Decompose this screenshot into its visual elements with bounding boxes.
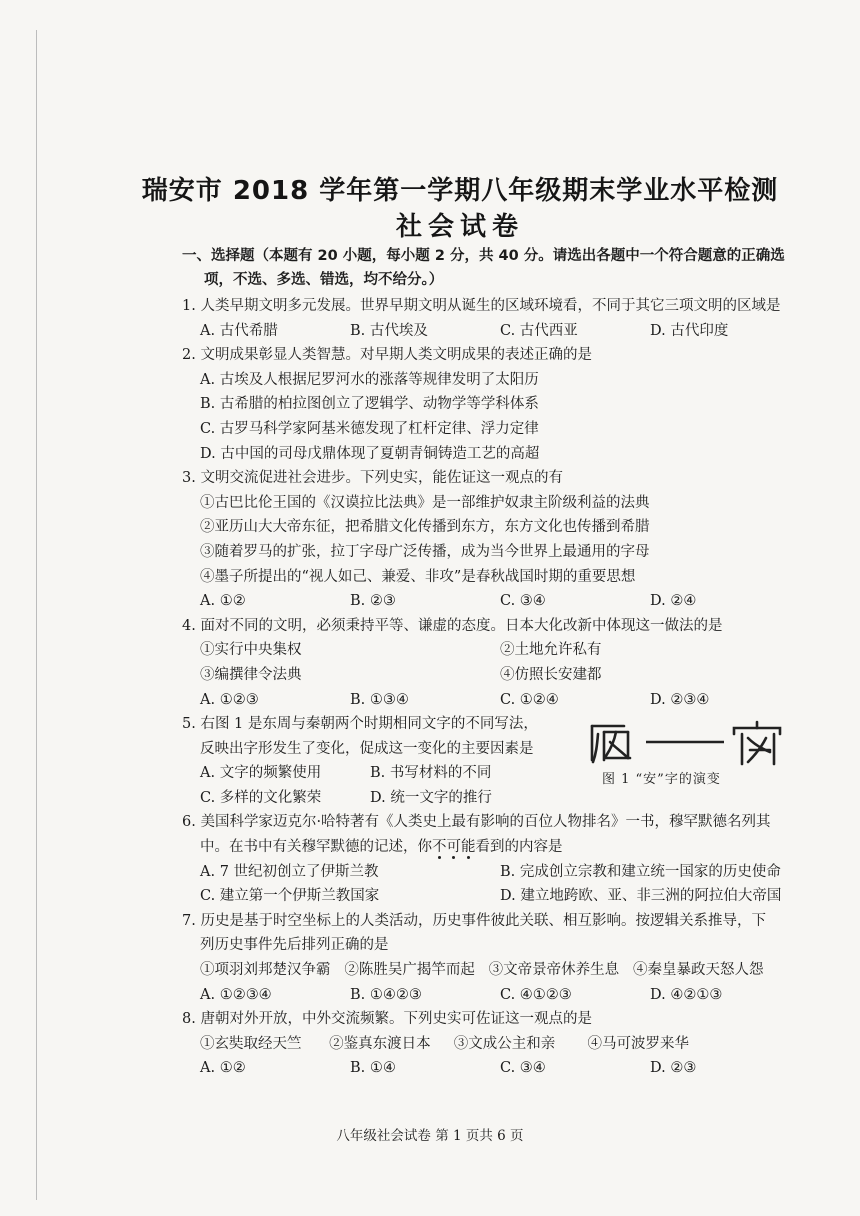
section-heading — [182, 244, 800, 292]
question-7 — [182, 909, 800, 1007]
option-d: D. ②④ — [650, 593, 697, 610]
stem-part-a: 中。在书中有关穆罕默德的记述，你 — [200, 839, 432, 856]
option-d: D. ②③ — [650, 1060, 697, 1077]
options-row-1 — [182, 860, 800, 885]
statements-line: ①项羽刘邦楚汉争霸 ②陈胜吴广揭竿而起 ③文帝景帝休养生息 ④秦皇暴政天怒人怨 — [200, 962, 764, 979]
statement-2: ②亚历山大大帝东征，把希腊文化传播到东方，东方文化也传播到希腊 — [200, 519, 650, 536]
option-a: A. ①② — [200, 1060, 246, 1077]
question-stem: 4. 面对不同的文明，必须秉持平等、谦虚的态度。日本大化改新中体现这一做法的是 — [182, 617, 723, 634]
emphasis-char: 能 — [461, 839, 476, 856]
options-row — [182, 319, 800, 344]
statements-line: ①玄奘取经天竺 ②鉴真东渡日本 ③文成公主和亲 ④马可波罗来华 — [200, 1035, 689, 1052]
question-stem-cont — [182, 835, 800, 860]
option-a: A. 7 世纪初创立了伊斯兰教 — [200, 863, 379, 880]
question-5-text — [182, 712, 572, 810]
options-row — [182, 1056, 800, 1081]
statement-4: ④墨子所提出的“视人如己、兼爱、非攻”是春秋战国时期的重要思想 — [200, 568, 636, 585]
options-row — [182, 983, 800, 1008]
emphasis-dotted-text — [432, 839, 476, 855]
option-b: B. ②③ — [350, 593, 396, 610]
statement-3: ③随着罗马的扩张，拉丁字母广泛传播，成为当今世界上最通用的字母 — [200, 543, 650, 560]
question-stem: 6. 美国科学家迈克尔·哈特著有《人类史上最有影响的百位人物排名》一书，穆罕默德名列其 — [182, 814, 771, 831]
option-c: C. ③④ — [500, 593, 546, 610]
question-stem: 5. 右图 1 是东周与秦朝两个时期相同文字的不同写法， — [182, 716, 538, 733]
option-c: C. 建立第一个伊斯兰教国家 — [200, 888, 380, 905]
option-c: C. 古罗马科学家阿基米德发现了杠杆定律、浮力定律 — [200, 420, 539, 437]
question-8 — [182, 1007, 800, 1081]
statement-1: ①古巴比伦王国的《汉谟拉比法典》是一部维护奴隶主阶级利益的法典 — [200, 494, 650, 511]
option-b: B. 书写材料的不同 — [370, 765, 492, 782]
options-row-2 — [182, 884, 800, 909]
question-stem: 7. 历史是基于时空坐标上的人类活动，历史事件彼此关联、相互影响。按逻辑关系推导，下 — [182, 912, 766, 929]
option-b: B. ①③④ — [350, 691, 409, 708]
question-5 — [182, 712, 800, 810]
section-heading-line1: 一、选择题（本题有 20 小题，每小题 2 分，共 40 分。请选出各题中一个符合题意的正确选 — [182, 248, 785, 264]
exam-title: 瑞安市 2018 学年第一学期八年级期末学业水平检测 — [141, 176, 779, 206]
statements-row-1 — [182, 638, 800, 663]
statements-row-2 — [182, 663, 800, 688]
option-b: B. 古代埃及 — [350, 322, 428, 339]
option-c: C. ③④ — [500, 1060, 546, 1077]
option-a: A. 文字的频繁使用 — [200, 765, 322, 782]
option-b: B. ①④②③ — [350, 986, 422, 1003]
option-a: A. 古代希腊 — [200, 322, 278, 339]
emphasis-char: 可 — [446, 839, 461, 856]
option-b: B. 古希腊的柏拉图创立了逻辑学、动物学等学科体系 — [200, 396, 539, 413]
option-c: C. ①②④ — [500, 691, 559, 708]
question-2 — [182, 343, 800, 466]
scan-edge-line — [36, 30, 37, 1200]
option-c: C. ④①②③ — [500, 986, 572, 1003]
figure-caption: 图 1 “安”字的演变 — [602, 772, 721, 788]
section-heading-line2: 项，不选、多选、错选，均不给分。） — [204, 272, 444, 288]
option-d: D. 建立地跨欧、亚、非三洲的阿拉伯大帝国 — [500, 888, 782, 905]
question-stem: 3. 文明交流促进社会进步。下列史实，能佐证这一观点的有 — [182, 470, 563, 487]
question-stem: 1. 人类早期文明多元发展。世界早期文明从诞生的区域环境看，不同于其它三项文明的区域是 — [182, 298, 781, 314]
question-3 — [182, 466, 800, 614]
option-a: A. ①② — [200, 593, 246, 610]
option-a: A. ①②③ — [200, 691, 259, 708]
option-a: A. ①②③④ — [200, 986, 272, 1003]
option-b: B. 完成创立宗教和建立统一国家的历史使命 — [500, 863, 781, 880]
statement-1: ①实行中央集权 — [200, 642, 302, 659]
figure-1 — [584, 720, 794, 790]
option-d: D. ④②①③ — [650, 986, 723, 1003]
question-stem: 2. 文明成果彰显人类智慧。对早期人类文明成果的表述正确的是 — [182, 347, 592, 364]
question-stem-cont: 反映出字形发生了变化，促成这一变化的主要因素是 — [200, 740, 534, 757]
stem-part-b: 看到的内容是 — [475, 839, 563, 856]
statement-2: ②土地允许私有 — [500, 642, 602, 659]
seal-script-an-evolution-image — [584, 720, 794, 768]
question-1 — [182, 294, 800, 343]
statement-4: ④仿照长安建都 — [500, 666, 602, 683]
options-row — [182, 688, 800, 713]
options-row — [182, 589, 800, 614]
option-c: C. 古代西亚 — [500, 322, 578, 339]
statement-3: ③编撰律令法典 — [200, 666, 302, 683]
exam-content — [182, 244, 800, 1081]
option-a: A. 古埃及人根据尼罗河水的涨落等规律发明了太阳历 — [200, 371, 539, 388]
option-d: D. ②③④ — [650, 691, 710, 708]
options-row-2 — [182, 786, 572, 811]
option-d: D. 统一文字的推行 — [370, 789, 492, 806]
question-stem: 8. 唐朝对外开放，中外交流频繁。下列史实可佐证这一观点的是 — [182, 1011, 592, 1028]
option-d: D. 古代印度 — [650, 322, 729, 339]
emphasis-char: 不 — [432, 839, 447, 856]
question-4 — [182, 614, 800, 712]
option-d: D. 古中国的司母戊鼎体现了夏朝青铜铸造工艺的高超 — [200, 445, 540, 462]
options-row-1 — [182, 761, 572, 786]
question-6 — [182, 810, 800, 908]
option-b: B. ①④ — [350, 1060, 396, 1077]
option-c: C. 多样的文化繁荣 — [200, 789, 322, 806]
exam-subtitle: 社会试卷 — [395, 212, 524, 242]
question-stem-cont: 列历史事件先后排列正确的是 — [200, 937, 389, 954]
page-footer: 八年级社会试卷 第 1 页共 6 页 — [336, 1128, 524, 1144]
